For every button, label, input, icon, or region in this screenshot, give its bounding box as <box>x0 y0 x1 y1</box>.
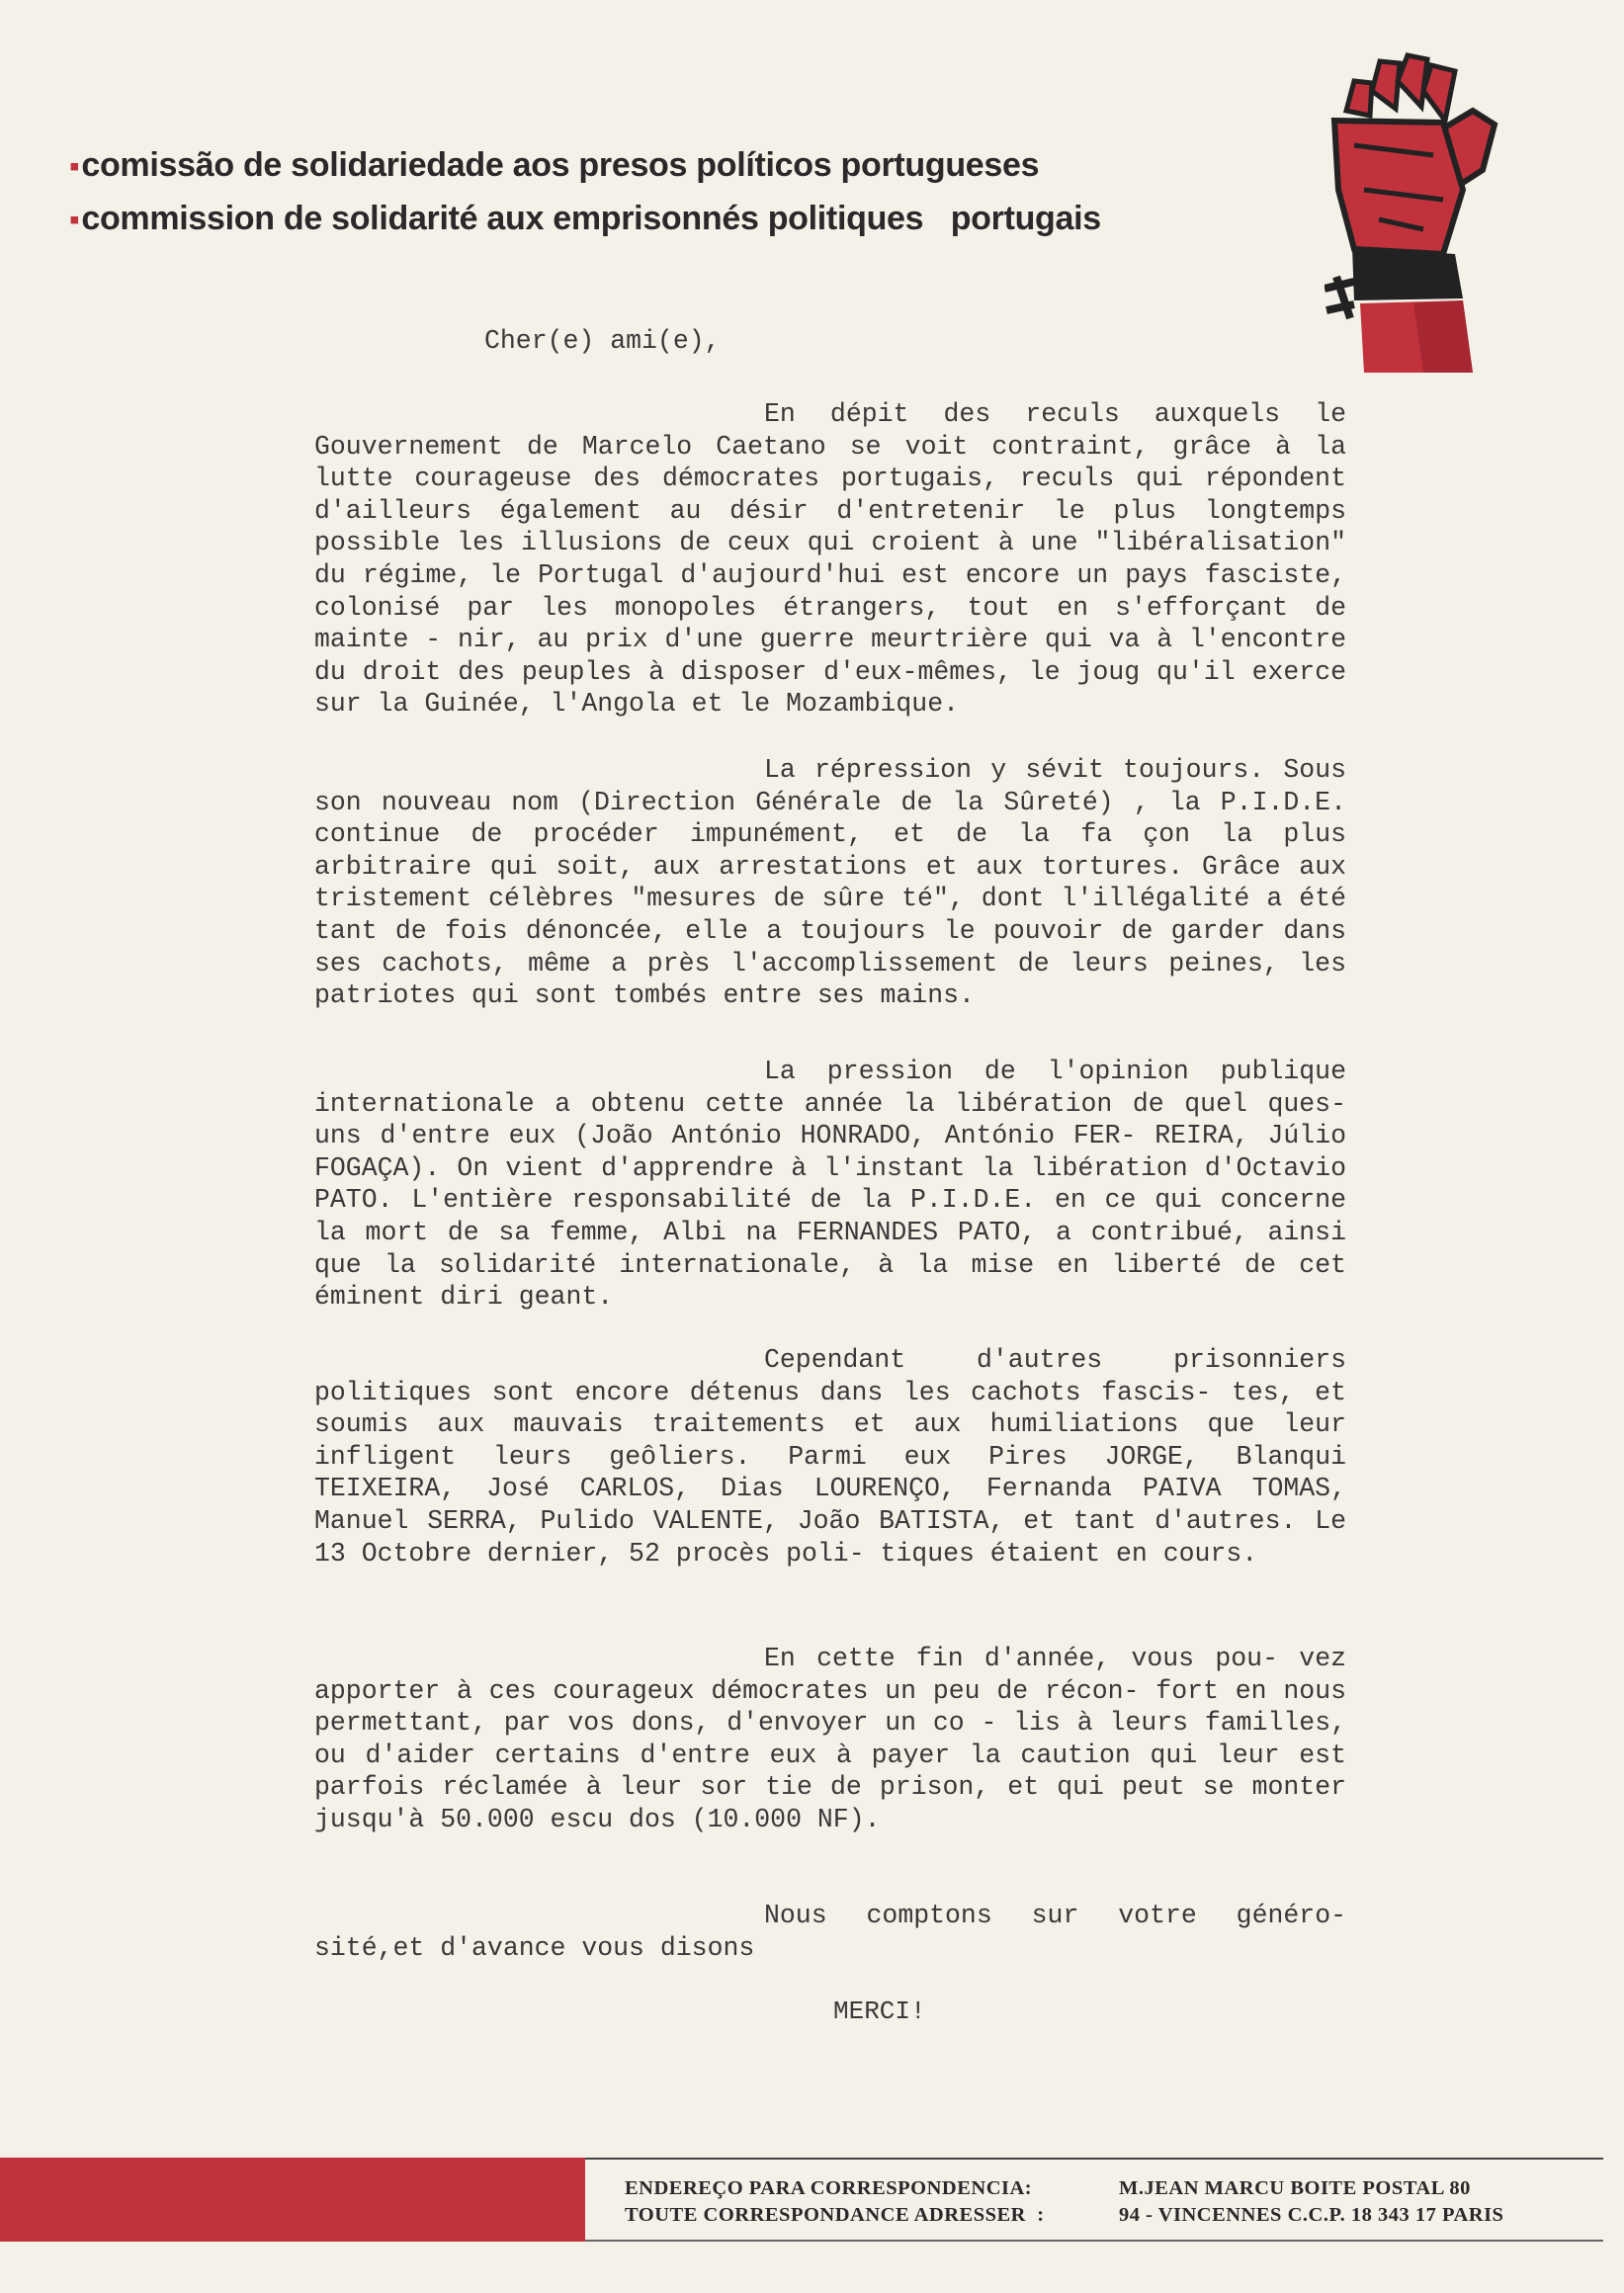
footer-address-line-1: M.JEAN MARCU BOITE POSTAL 80 <box>1119 2177 1471 2199</box>
paragraph-4 <box>314 1344 1346 1570</box>
paragraph-1 <box>314 398 1346 721</box>
letterhead <box>69 138 1305 245</box>
fist-finger-shape <box>1423 65 1455 121</box>
letterhead-line-portuguese <box>69 138 1305 192</box>
chain-icon <box>1325 277 1358 318</box>
paragraph-1-text: En dépit des reculs auxquels le Gouvernement de Marcelo Caetano se voit contraint, grâce à la lutte courageuse des démocrates portugais, reculs qui répondent d'ailleurs également au désir d'entretenir le plus longtemps possible les illusions de ceux qui croient à une "libéralisation" du régime, le Portugal d'aujourd'hui est encore un pays fasciste, colonisé par les monopoles étrangers, tout en s'efforçant de mainte - nir, au prix d'une guerre meurtrière qui va à l'encontre du droit des peuples à disposer d'eux-mêmes, le joug qu'il exerce sur la Guinée, l'Angola et le Mozambique. <box>314 399 1346 720</box>
footer-address <box>1119 2175 1503 2229</box>
letterhead-line-french <box>69 192 1305 245</box>
letterhead-title-fr: commission de solidarité aux emprisonnés politiques portugais <box>81 200 1101 237</box>
paragraph-6 <box>314 1900 1346 1964</box>
paragraph-2-text: La répression y sévit toujours. Sous son nouveau nom (Direction Générale de la Sûreté) , la P.I.D.E. continue de procéder impunément, et de la fa çon la plus arbitraire qui soit, aux arrestations et aux tortures. Grâce aux tristement célèbres "mesures de sûre té", dont l'illégalité a été tant de fois dénoncée, elle a toujours le pouvoir de garder dans ses cachots, même a près l'accomplissement de leurs peines, les patriotes qui sont tombés entre ses mains. <box>314 755 1346 1011</box>
paragraph-5-text: En cette fin d'année, vous pou- vez apporter à ces courageux démocrates un peu de récon- fort en nous permettant, par vos dons, d'envoyer un co - lis à leurs familles, ou d'aider certains d'entre eux à payer la caution qui leur est parfois réclamée à leur sor tie de prison, et qui peut se monter jusqu'à 50.000 escu dos (10.000 NF). <box>314 1644 1346 1834</box>
closing-merci: MERCI! <box>833 1996 926 2026</box>
footer-address-line-2: 94 - VINCENNES C.C.P. 18 343 17 PARIS <box>1119 2204 1504 2226</box>
greeting: Cher(e) ami(e), <box>484 326 721 356</box>
footer-red-band <box>0 2158 585 2242</box>
footer-labels <box>625 2175 1045 2229</box>
footer-label-pt: ENDEREÇO PARA CORRESPONDENCIA: <box>625 2177 1033 2199</box>
fist-finger-shape <box>1398 55 1427 107</box>
footer-bottom-rule <box>585 2240 1603 2242</box>
fist-finger-shape <box>1372 61 1400 109</box>
raised-fist-with-chain-icon <box>1325 51 1502 373</box>
fist-finger-shape <box>1346 81 1372 116</box>
fist-palm-shape <box>1334 121 1463 254</box>
paragraph-4-text: Cependant d'autres prisonniers politiques sont encore détenus dans les cachots fascis- tes, et soumis aux mauvais traitements et aux humiliations que leur infligent leurs geôliers. Parmi eux Pires JORGE, Blanqui TEIXEIRA, José CARLOS, Dias LOURENÇO, Fernanda PAIVA TOMAS, Manuel SERRA, Pulido VALENTE, João BATISTA, et tant d'autres. Le 13 Octobre dernier, 52 procès poli- tiques étaient en cours. <box>314 1345 1346 1569</box>
paragraph-3-text: La pression de l'opinion publique internationale a obtenu cette année la libération de quel ques-uns d'entre eux (João António HONRADO, António FER- REIRA, Júlio FOGAÇA). On vient d'apprendre à l'instant la libération d'Octavio PATO. L'entière responsabilité de la P.I.D.E. en ce qui concerne la mort de sa femme, Albi na FERNANDES PATO, a contribué, ainsi que la solidarité internationale, à la mise en liberté de cet éminent diri geant. <box>314 1057 1346 1313</box>
bullet-icon: ▪ <box>69 204 80 236</box>
bullet-icon: ▪ <box>69 150 80 183</box>
fist-arm-shade <box>1413 300 1473 373</box>
letterhead-title-pt: comissão de solidariedade aos presos políticos portugueses <box>81 146 1040 184</box>
paragraph-2 <box>314 754 1346 1012</box>
paragraph-5 <box>314 1643 1346 1836</box>
footer-label-fr: TOUTE CORRESPONDANCE ADRESSER : <box>625 2204 1045 2226</box>
footer-top-rule <box>585 2158 1603 2160</box>
fist-wristband-shape <box>1352 247 1463 300</box>
footer-address-bar <box>0 2158 1624 2242</box>
paragraph-3 <box>314 1056 1346 1314</box>
paragraph-6-text: Nous comptons sur votre généro- sité,et d'avance vous disons <box>314 1901 1346 1963</box>
